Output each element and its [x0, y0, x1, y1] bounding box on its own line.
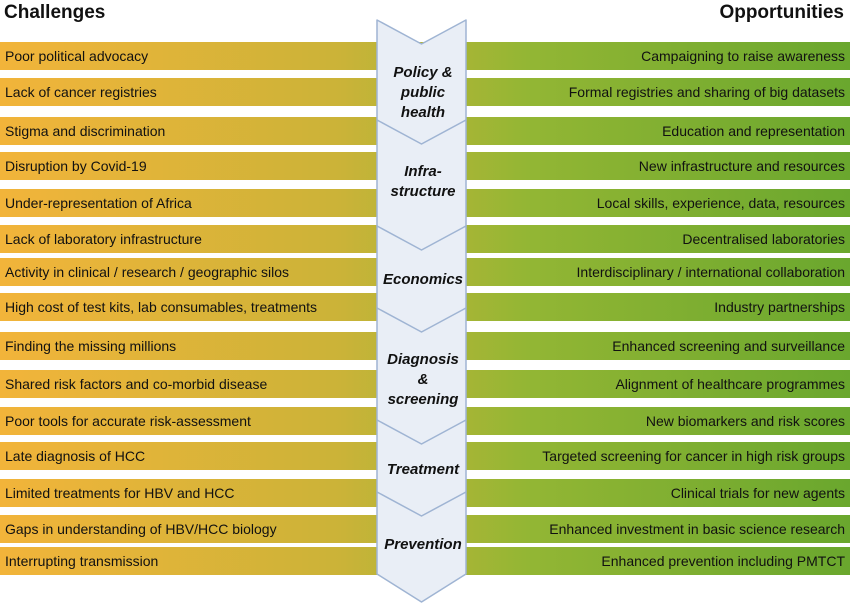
- stage-label-line: structure: [390, 183, 456, 200]
- stage-label: [378, 350, 468, 410]
- challenge-text: Shared risk factors and co-morbid disease: [5, 376, 268, 392]
- stage-label: [378, 270, 468, 290]
- stage-label: [378, 535, 468, 555]
- opportunity-text: Industry partnerships: [714, 299, 845, 315]
- opportunity-text: Enhanced prevention including PMTCT: [601, 553, 845, 569]
- challenge-text: Finding the missing millions: [5, 338, 177, 354]
- challenge-text: Poor political advocacy: [5, 48, 149, 64]
- challenge-text: Interrupting transmission: [5, 553, 159, 569]
- challenge-text: Stigma and discrimination: [5, 123, 166, 139]
- stage-label-line: health: [400, 104, 446, 121]
- opportunities-heading: Opportunities: [719, 2, 844, 23]
- challenge-text: Lack of laboratory infrastructure: [5, 231, 202, 247]
- stage-label-line: &: [417, 371, 429, 388]
- stage-label-line: Policy &: [393, 64, 453, 81]
- opportunity-text: New infrastructure and resources: [638, 158, 845, 174]
- stage-label-line: Infra-: [404, 163, 442, 180]
- stage-label: [378, 162, 468, 202]
- stage-label-line: screening: [387, 391, 459, 408]
- challenges-heading: Challenges: [4, 2, 106, 23]
- opportunity-text: Alignment of healthcare programmes: [615, 376, 845, 392]
- opportunity-text: Targeted screening for cancer in high risk groups: [542, 448, 845, 464]
- opportunity-text: Education and representation: [662, 123, 845, 139]
- challenge-text: Under-representation of Africa: [5, 195, 192, 211]
- opportunity-text: Enhanced investment in basic science research: [549, 521, 845, 537]
- opportunity-text: Formal registries and sharing of big datasets: [568, 84, 845, 100]
- challenge-text: High cost of test kits, lab consumables, treatments: [5, 299, 318, 315]
- stage-label: [378, 460, 468, 480]
- opportunity-text: Interdisciplinary / international collaboration: [576, 264, 845, 280]
- challenge-text: Disruption by Covid-19: [5, 158, 147, 174]
- challenge-text: Activity in clinical / research / geographic silos: [5, 264, 290, 280]
- opportunity-text: Local skills, experience, data, resources: [596, 195, 845, 211]
- challenge-text: Limited treatments for HBV and HCC: [5, 485, 235, 501]
- challenge-text: Gaps in understanding of HBV/HCC biology: [5, 521, 277, 537]
- challenge-text: Late diagnosis of HCC: [5, 448, 146, 464]
- stage-label-line: Economics: [382, 271, 464, 288]
- opportunity-text: Clinical trials for new agents: [670, 485, 845, 501]
- opportunity-text: New biomarkers and risk scores: [645, 413, 845, 429]
- stage-label-line: public: [400, 84, 446, 101]
- stage-label: [378, 63, 468, 123]
- challenge-text: Lack of cancer registries: [5, 84, 157, 100]
- stage-label-line: Prevention: [384, 536, 462, 553]
- opportunity-text: Decentralised laboratories: [682, 231, 845, 247]
- stage-label-line: Treatment: [386, 461, 460, 478]
- stage-label-line: Diagnosis: [387, 351, 459, 368]
- challenge-text: Poor tools for accurate risk-assessment: [5, 413, 251, 429]
- opportunity-text: Enhanced screening and surveillance: [612, 338, 845, 354]
- opportunity-text: Campaigning to raise awareness: [641, 48, 845, 64]
